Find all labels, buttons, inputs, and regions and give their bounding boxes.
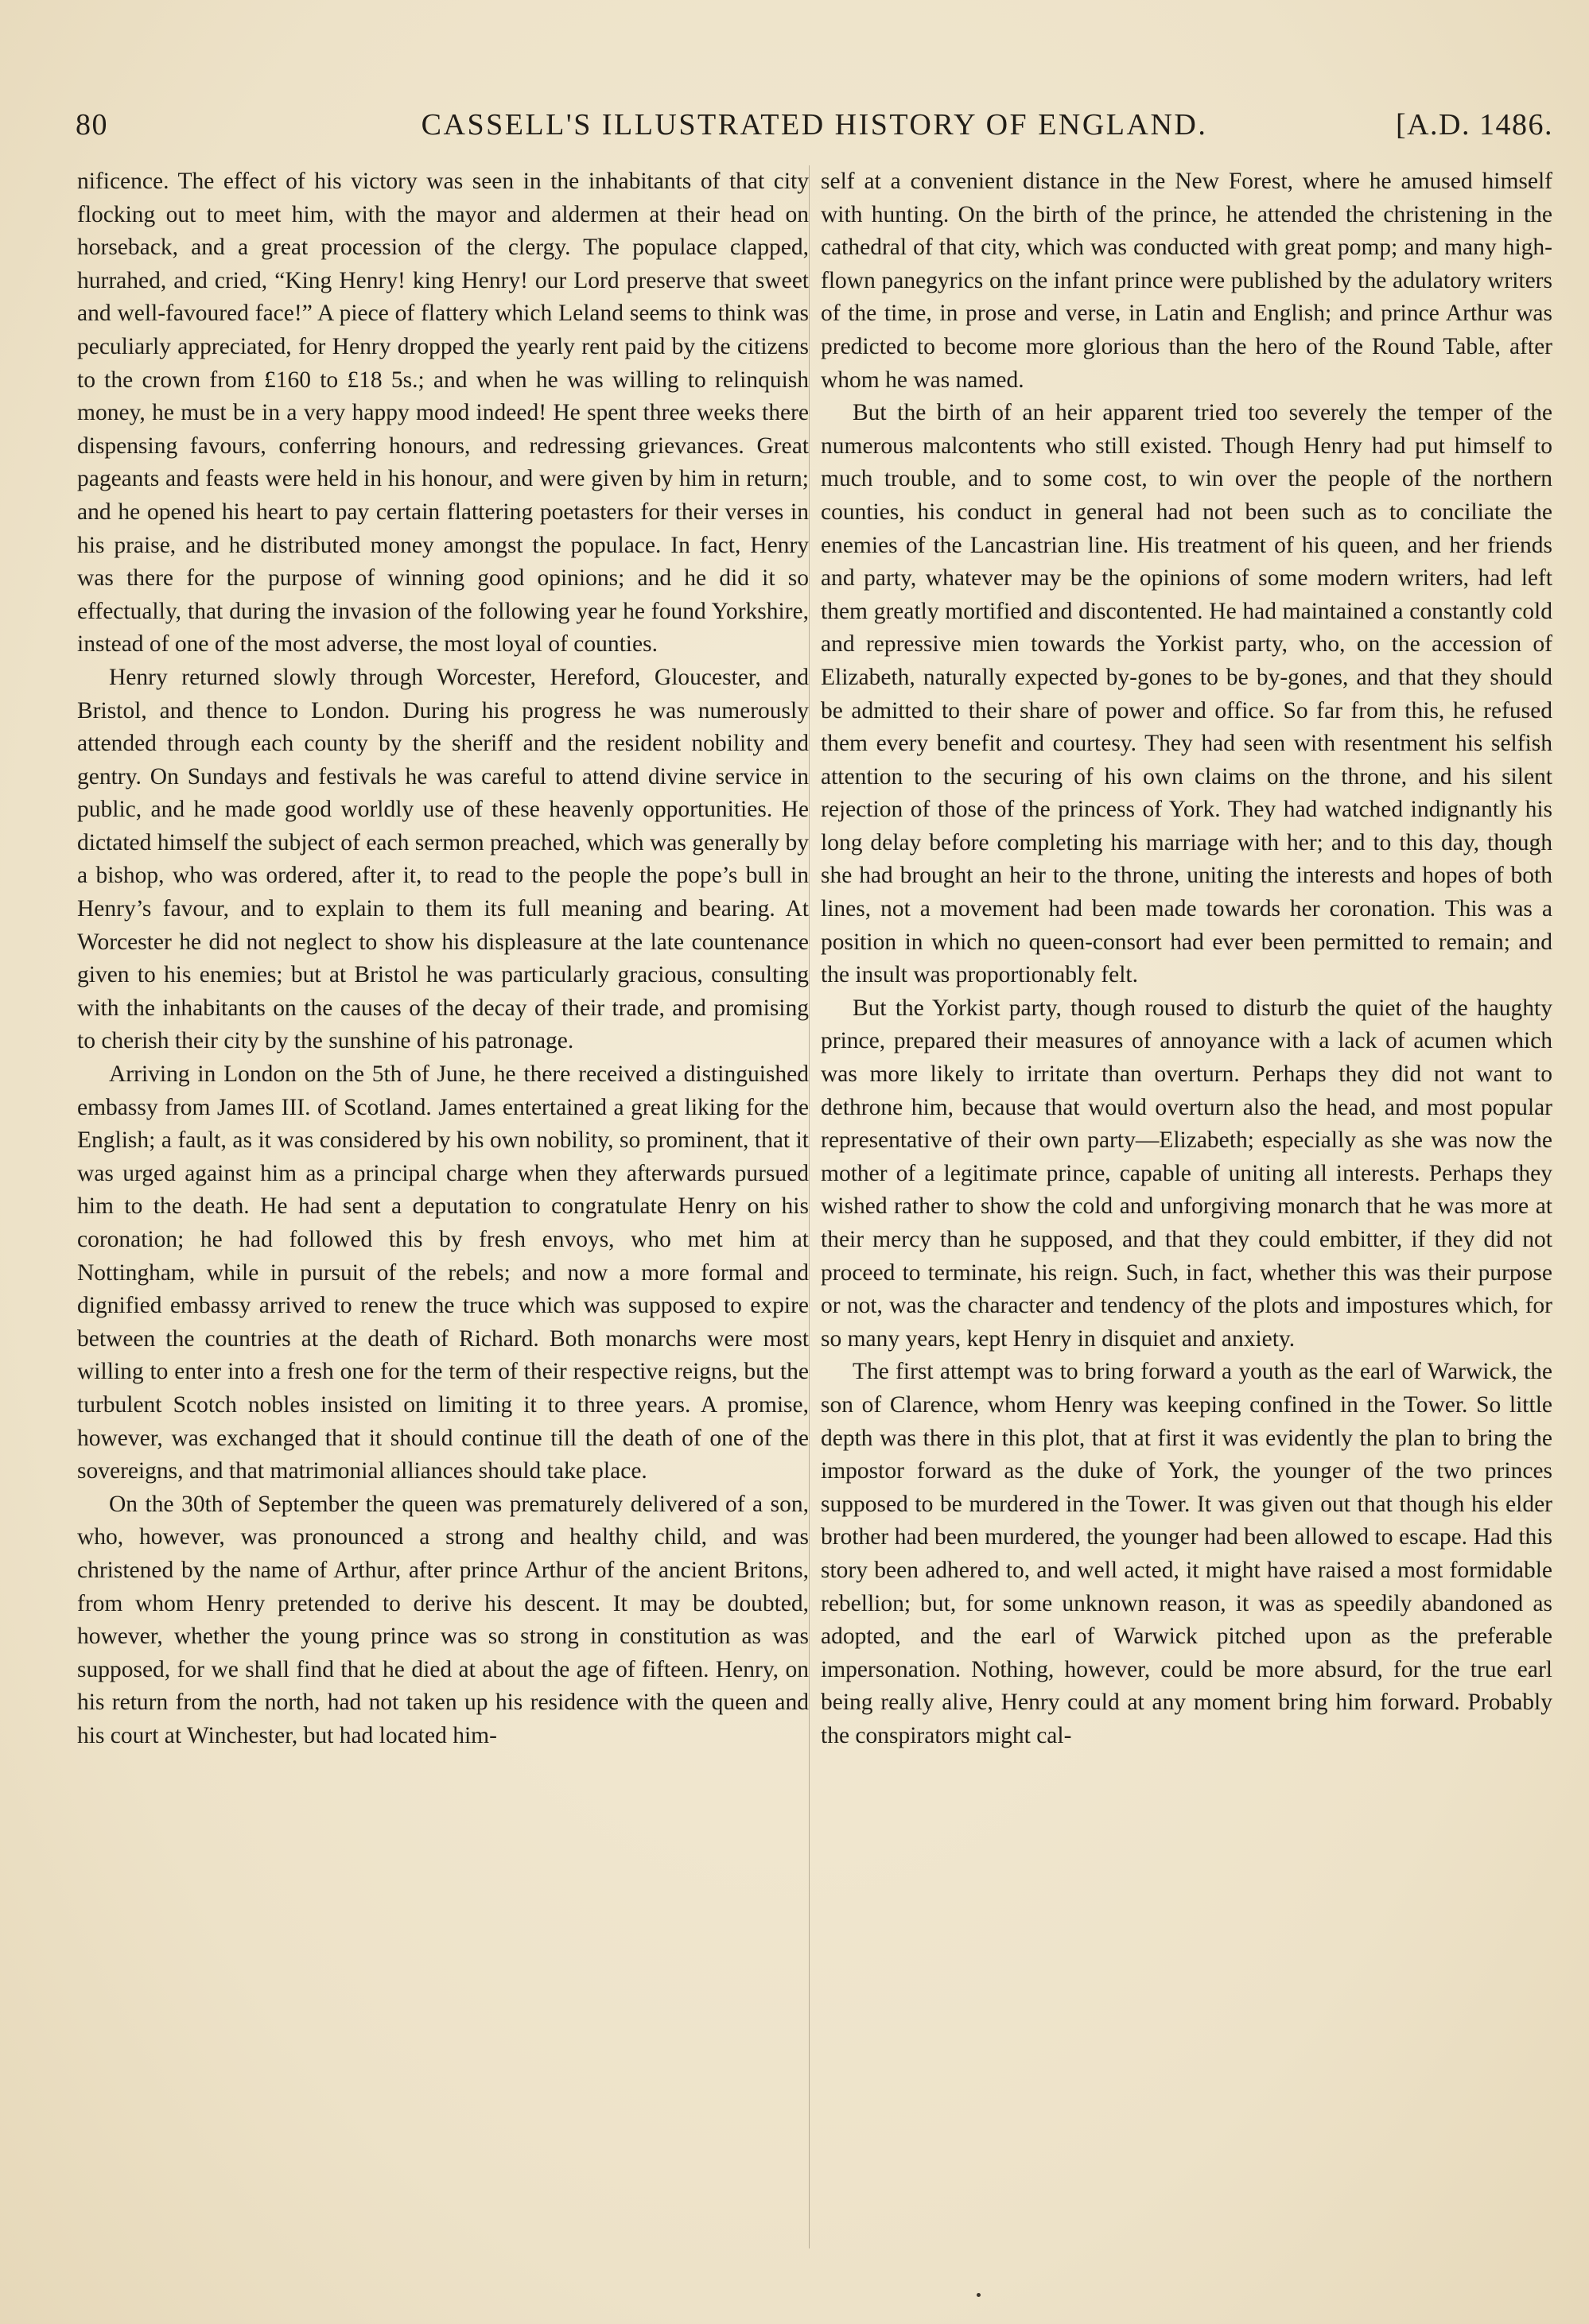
- paragraph: On the 30th of September the queen was prematurely delivered of a son, who, however, was pronounced a strong and healthy child, and was christened by the name of Arthur, after prince Arthur of the ancient Britons, from whom Henry pretended to derive his descent. It may be doubted, however, whether the young prince was so strong in constitution as was supposed, for we shall find that he died at about the age of fifteen. Henry, on his return from the north, had not taken up his residence with the queen and his court at Winchester, but had located him-: [77, 1491, 809, 1748]
- paragraph: The first attempt was to bring forward a youth as the earl of Warwick, the son of Clarence, whom Henry was keeping confined in the Tower. So little depth was there in this plot, that at first it was evidently the plan to bring the impostor forward as the duke of York, the younger of the two princes supposed to be murdered in the Tower. It was given out that though his elder brother had been murdered, the younger had been allowed to escape. Had this story been adhered to, and well acted, it might have raised a most formidable rebellion; but, for some unknown reason, it was as speedily abandoned as adopted, and the earl of Warwick pitched upon as the preferable impersonation. Nothing, however, could be more absurd, for the true earl being really alive, Henry could at any moment bring him forward. Probably the conspirators might cal-: [821, 1359, 1552, 1748]
- paragraph: Arriving in London on the 5th of June, he there received a distinguished embassy from James III. of Scotland. James entertained a great liking for the English; a fault, as it was considered by his own nobility, so prominent, that it was urged against him as a principal charge when they afterwards pursued him to the death. He had sent a deputation to congratulate Henry on his coronation; he had followed this by fresh envoys, who met him at Nottingham, while in pursuit of the rebels; and now a more formal and dignified embassy arrived to renew the truce which was supposed to expire between the countries at the death of Richard. Both monarchs were most willing to enter into a fresh one for the term of their respective reigns, but the turbulent Scotch nobles insisted on limiting it to three years. A promise, however, was exchanged that it should continue till the death of one of the sovereigns, and that matrimonial alliances should take place.: [77, 1061, 809, 1484]
- running-header: [76, 105, 1553, 145]
- column-divider: [809, 165, 810, 2248]
- paragraph: Henry returned slowly through Worcester, Hereford, Gloucester, and Bristol, and thence to London. During his progress he was numerously attended through each county by the sheriff and the resident nobility and gentry. On Sundays and festivals he was careful to attend divine service in public, and he made good worldly use of these heavenly opportunities. He dictated himself the subject of each sermon preached, which was generally by a bishop, who was ordered, after it, to read to the people the pope’s bull in Henry’s favour, and to explain to them its full meaning and bearing. At Worcester he did not neglect to show his displeasure at the late countenance given to his enemies; but at Bristol he was particularly gracious, consulting with the inhabitants on the causes of the decay of their trade, and promising to cherish their city by the sunshine of his patronage.: [77, 664, 809, 1054]
- right-column: [821, 165, 1552, 2264]
- paragraph: But the Yorkist party, though roused to disturb the quiet of the haughty prince, prepared their measures of annoyance with a lack of acumen which was more likely to irritate than overturn. Perhaps they did not want to dethrone him, because that would overturn also the head, and most popular representative of their own party—Elizabeth; especially as she was now the mother of a legitimate prince, capable of uniting all interests. Perhaps they wished rather to show the cold and unforgiving monarch that he was more at their mercy than he supposed, and that they could embitter, if they did not proceed to terminate, his reign. Such, in fact, whether this was their purpose or not, was the character and tendency of the plots and impostures which, for so many years, kept Henry in disquiet and anxiety.: [821, 995, 1552, 1352]
- paragraph: But the birth of an heir apparent tried too severely the temper of the numerous malcontents who still existed. Though Henry had put himself to much trouble, and to some cost, to win over the people of the northern counties, his conduct in general had not been such as to conciliate the enemies of the Lancastrian line. His treatment of his queen, and her friends and party, whatever may be the opinions of some modern writers, had left them greatly mortified and discontented. He had maintained a constantly cold and repressive mien towards the Yorkist party, who, on the accession of Elizabeth, naturally expected by-gones to be by-gones, and that they should be admitted to their share of power and office. So far from this, he refused them every benefit and courtesy. They had seen with resentment his selfish attention to the securing of his own claims on the throne, and his silent rejection of those of the princess of York. They had watched indignantly his long delay before completing his marriage with her; and to this day, though she had brought an heir to the throne, uniting the interests and hopes of both lines, not a movement had been made towards her coronation. This was a position in which no queen-consort had ever been permitted to remain; and the insult was proportionably felt.: [821, 400, 1552, 988]
- page-number: 80: [76, 108, 108, 142]
- paragraph: self at a convenient distance in the New Forest, where he amused himself with hunting. On the birth of the prince, he attended the christening in the cathedral of that city, which was conducted with great pomp; and many high-flown panegyrics on the infant prince were published by the adulatory writers of the time, in prose and verse, in Latin and English; and prince Arthur was predicted to become more glorious than the hero of the Round Table, after whom he was named.: [821, 169, 1552, 393]
- date-reference: [A.D. 1486.: [1395, 108, 1553, 142]
- running-title: CASSELL'S ILLUSTRATED HISTORY OF ENGLAND.: [421, 108, 1208, 142]
- left-column: [77, 165, 809, 2264]
- paragraph: nificence. The effect of his victory was seen in the inhabitants of that city flocking out to meet him, with the mayor and aldermen at their head on horseback, and a great procession of the clergy. The populace clapped, hurrahed, and cried, “King Henry! king Henry! our Lord preserve that sweet and well-favoured face!” A piece of flattery which Leland seems to think was peculiarly appreciated, for Henry dropped the yearly rent paid by the citizens to the crown from £160 to £18 5s.; and when he was willing to relinquish money, he must be in a very happy mood indeed! He spent three weeks there dispensing favours, conferring honours, and redressing grievances. Great pageants and feasts were held in his honour, and were given by him in return; and he opened his heart to pay certain flattering poetasters for their verses in his praise, and he distributed money amongst the populace. In fact, Henry was there for the purpose of winning good opinions; and he did it so effectually, that during the invasion of the following year he found Yorkshire, instead of one of the most adverse, the most loyal of counties.: [77, 169, 809, 658]
- print-mark: [977, 2293, 981, 2297]
